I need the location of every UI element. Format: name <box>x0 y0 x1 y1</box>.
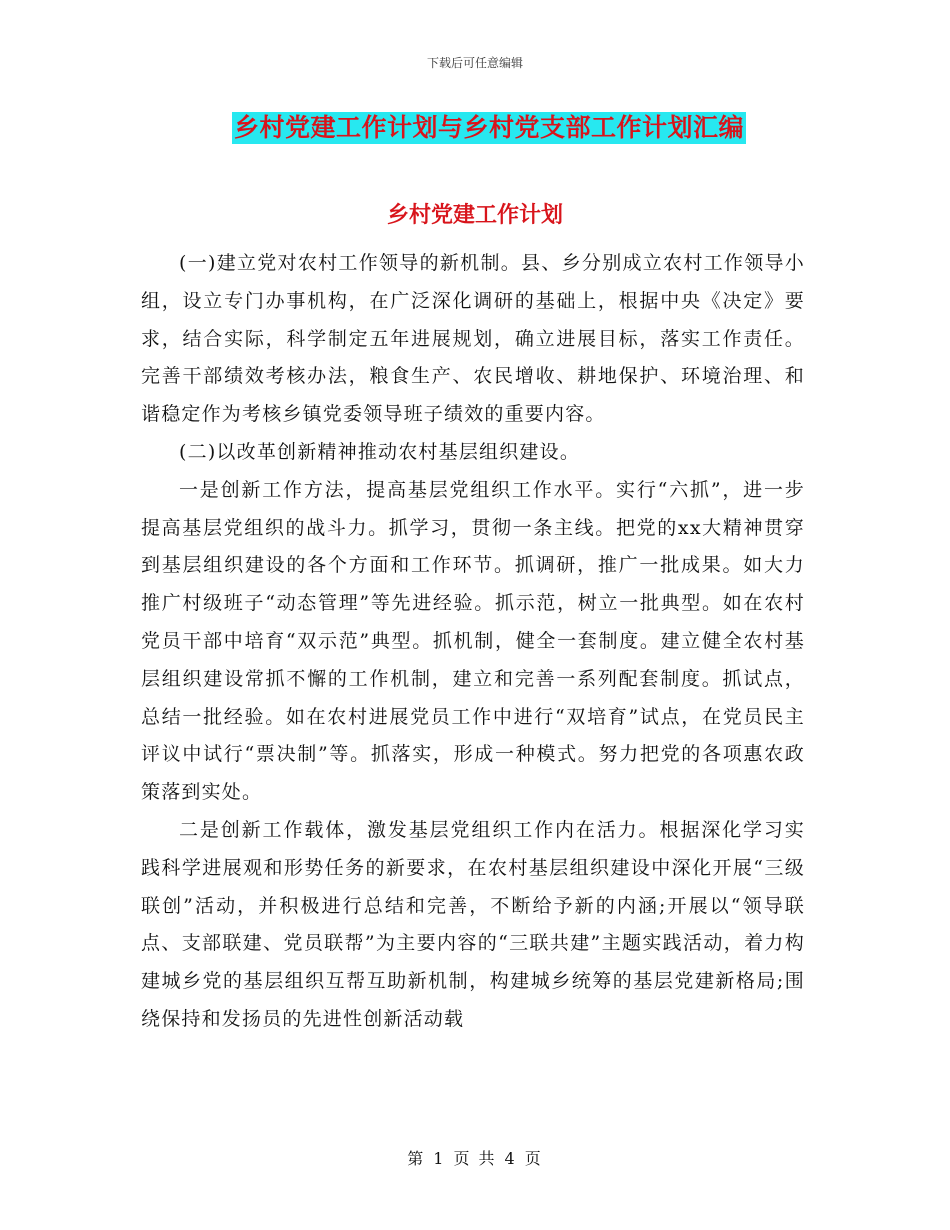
footer-suffix: 页 <box>524 1149 543 1168</box>
page-footer <box>0 1146 950 1169</box>
main-title-container <box>232 112 746 146</box>
document-body <box>141 245 805 1039</box>
header-note: 下载后可任意编辑 <box>426 56 523 70</box>
section-title: 乡村党建工作计划 <box>386 202 563 228</box>
footer-mid: 页 共 <box>453 1149 497 1168</box>
footer-page-total: 4 <box>504 1149 517 1168</box>
body-paragraph: 二是创新工作载体，激发基层党组织工作内在活力。根据深化学习实践科学进展观和形势任务的新要求，在农村基层组织建设中深化开展“三级联创”活动，并积极进行总结和完善，不断给予新的内涵;开展以“领导联点、支部联建、党员联帮”为主要内容的“三联共建”主题实践活动，着力构建城乡党的基层组织互帮互助新机制，构建城乡统筹的基层党建新格局;围绕保持和发扬员的先进性创新活动载 <box>141 818 805 1030</box>
footer-prefix: 第 <box>407 1149 426 1168</box>
body-paragraph: (二)以改革创新精神推动农村基层组织建设。 <box>179 440 581 463</box>
document-main-title: 乡村党建工作计划与乡村党支部工作计划汇编 <box>234 113 745 142</box>
body-paragraph: 一是创新工作方法，提高基层党组织工作水平。实行“六抓”，进一步提高基层党组织的战斗力。抓学习，贯彻一条主线。把党的xx大精神贯穿到基层组织建设的各个方面和工作环节。抓调研，推广一批成果。如大力推广村级班子“动态管理”等先进经验。抓示范，树立一批典型。如在农村党员干部中培育“双示范”典型。抓机制，健全一套制度。建立健全农村基层组织建设常抓不懈的工作机制，建立和完善一系列配套制度。抓试点，总结一批经验。如在农村进展党员工作中进行“双培育”试点，在党员民主评议中试行“票决制”等。抓落实，形成一种模式。努力把党的各项惠农政策落到实处。 <box>141 478 805 804</box>
footer-page-number: 1 <box>433 1149 446 1168</box>
body-paragraph: (一)建立党对农村工作领导的新机制。县、乡分别成立农村工作领导小组，设立专门办事机构，在广泛深化调研的基础上，根据中央《决定》要求，结合实际，科学制定五年进展规划，确立进展目标，落实工作责任。完善干部绩效考核办法，粮食生产、农民增收、耕地保护、环境治理、和谐稳定作为考核乡镇党委领导班子绩效的重要内容。 <box>141 252 805 426</box>
